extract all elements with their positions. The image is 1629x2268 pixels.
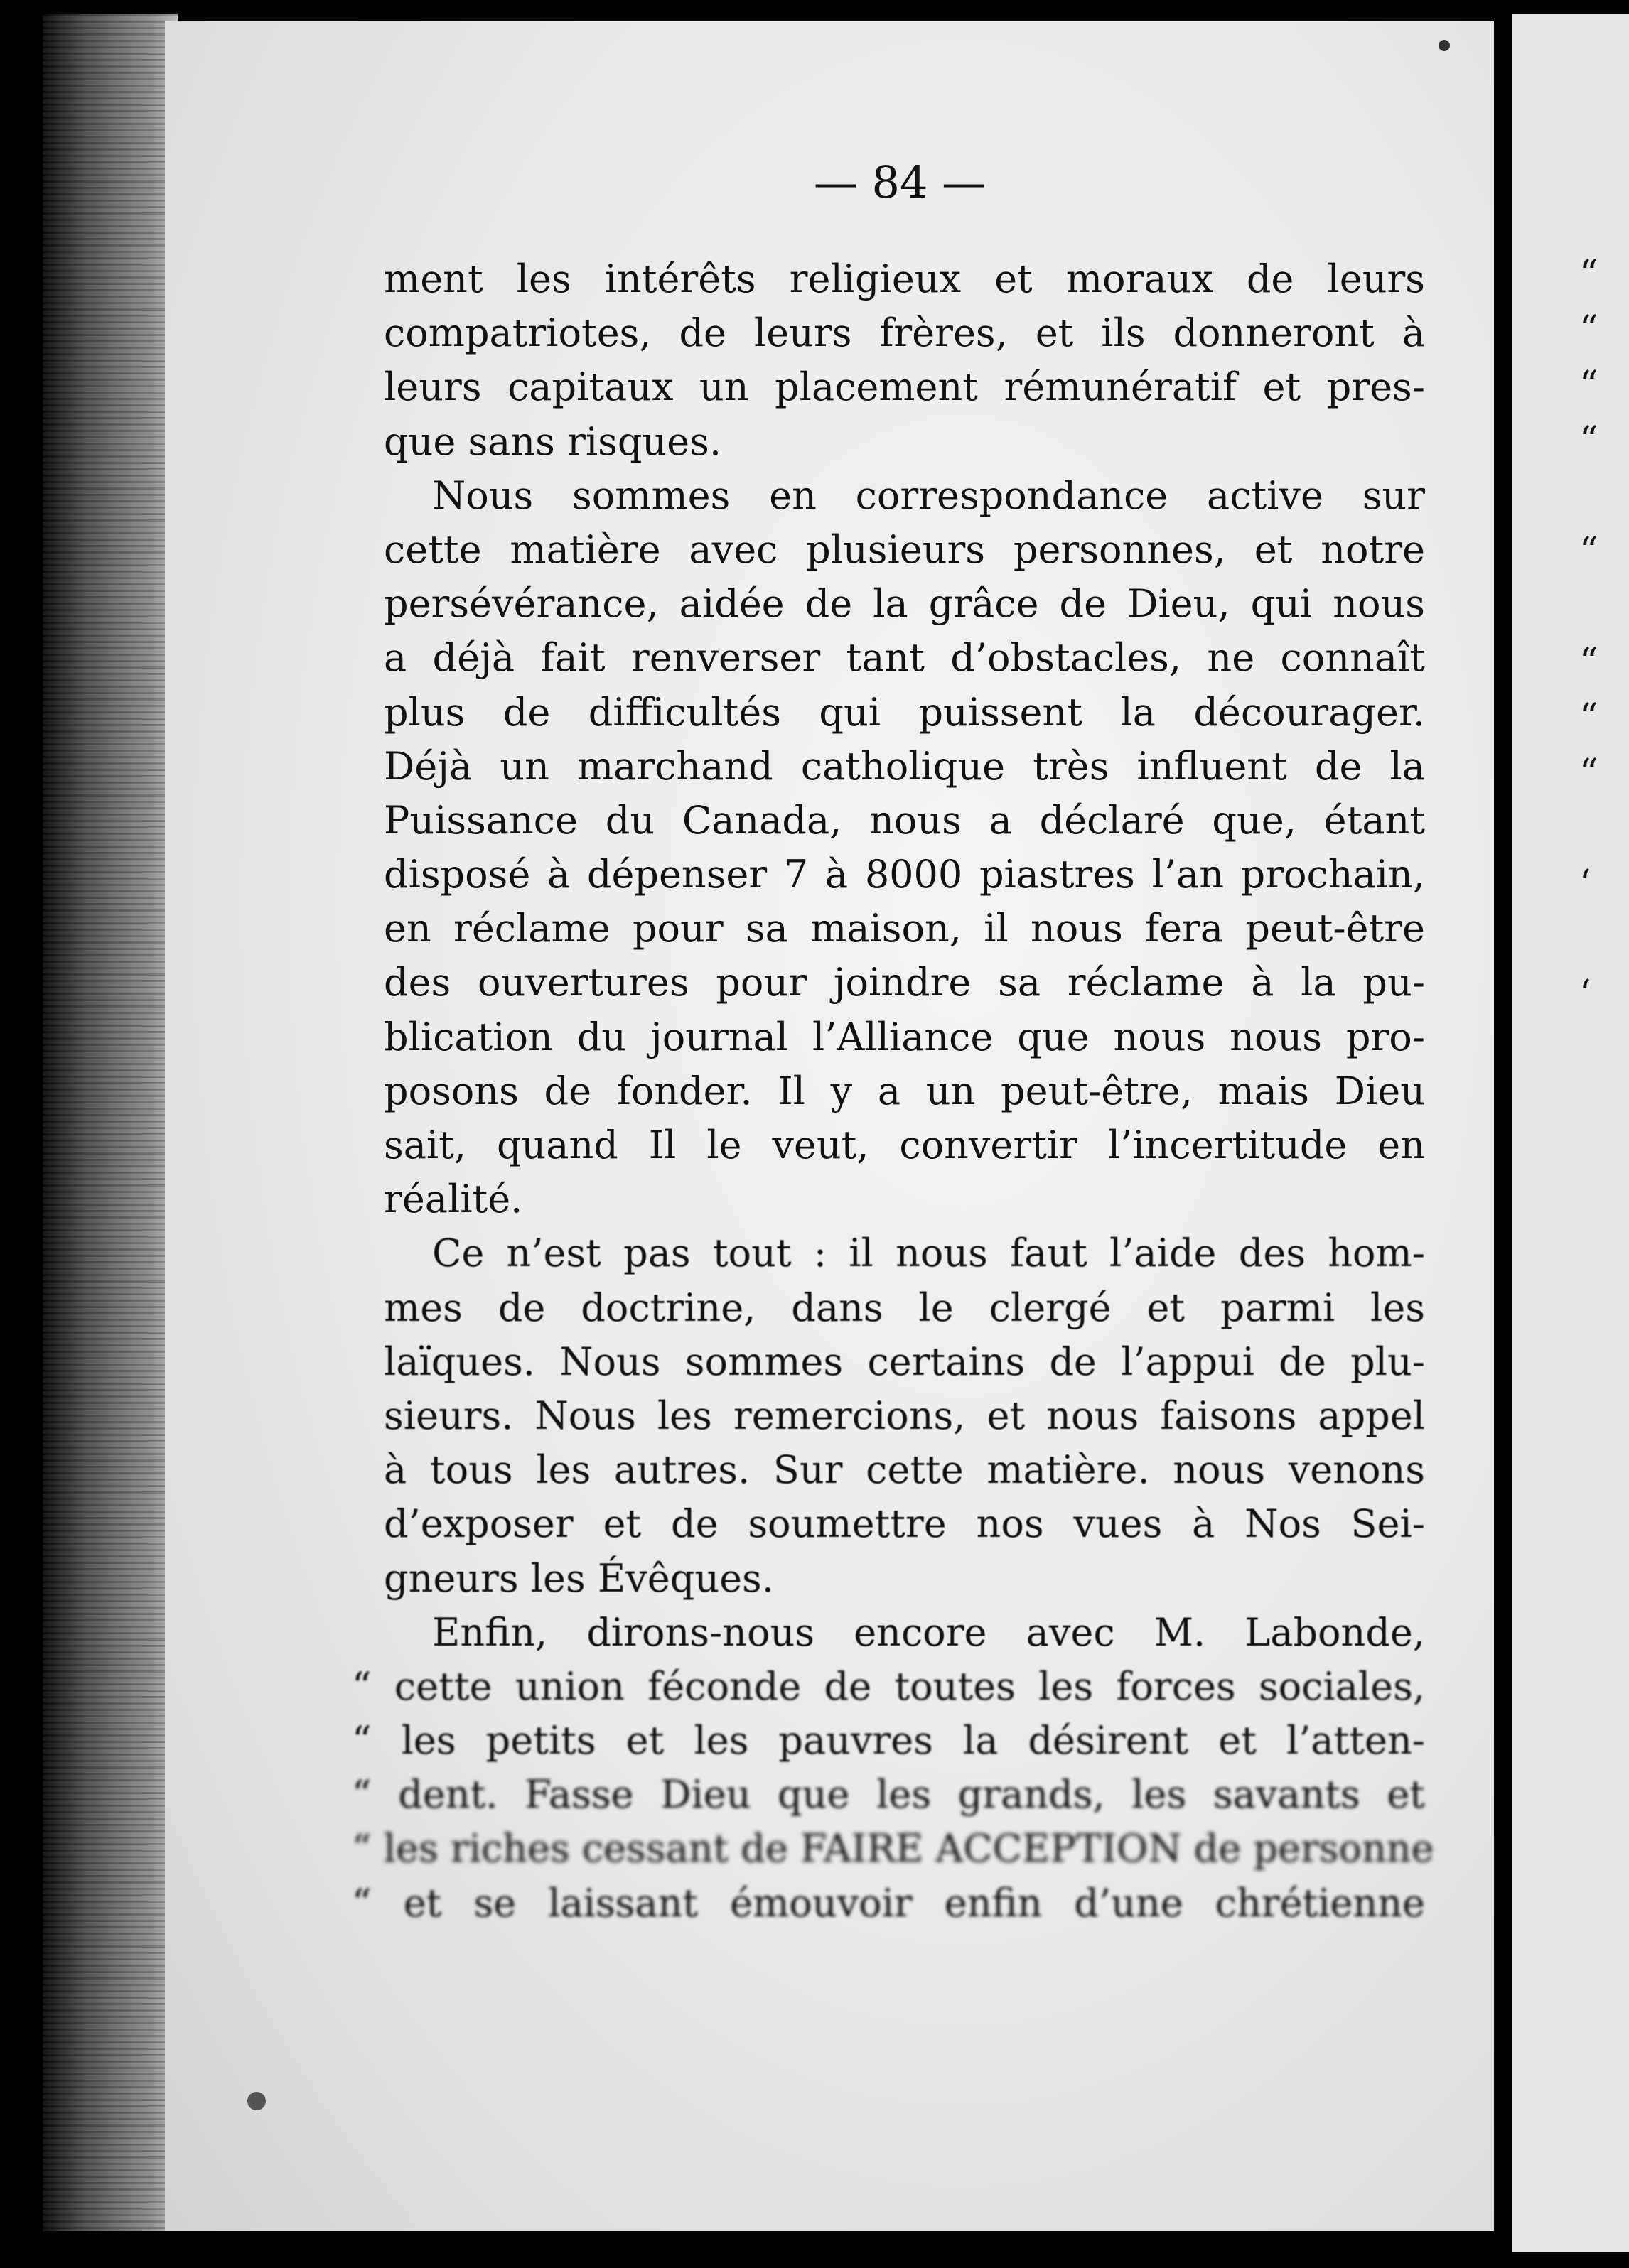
text-line: blication du journal l’Alliance que nous nous pro-: [384, 1014, 1425, 1059]
text-line: sieurs. Nous les remercions, et nous faisons appel: [384, 1393, 1425, 1438]
facing-page-mark: “: [1579, 308, 1598, 351]
text-line: Enfin, dirons-nous encore avec M. Labonde,: [432, 1609, 1425, 1655]
text-line: Déjà un marchand catholique très influent de la: [384, 743, 1425, 789]
text-line: cette matière avec plusieurs personnes, et notre: [384, 526, 1425, 572]
text-line: des ouvertures pour joindre sa réclame à la pu-: [384, 960, 1425, 1005]
text-line: sait, quand Il le veut, convertir l’incertitude en: [384, 1123, 1425, 1167]
text-line: Ce n’est pas tout : il nous faut l’aide des hom-: [432, 1231, 1425, 1276]
facing-page-mark: “: [1579, 752, 1598, 794]
paper-speck: [1439, 40, 1450, 51]
facing-page-mark: “: [1579, 419, 1598, 462]
text-line: disposé à dépenser 7 à 8000 piastres l’an prochain,: [384, 852, 1425, 897]
text-line: en réclame pour sa maison, il nous fera peut-être: [384, 906, 1425, 951]
text-line: ment les intérêts religieux et moraux de leurs: [384, 256, 1425, 301]
facing-page-mark: “: [1579, 696, 1598, 739]
text-line: a déjà fait renverser tant d’obstacles, ne connaît: [384, 635, 1425, 681]
text-line: laïques. Nous sommes certains de l’appui de plu-: [384, 1339, 1425, 1384]
text-line: “ les riches cessant de FAIRE ACCEPTION de personne: [352, 1826, 1434, 1872]
body-text: [352, 252, 1434, 1930]
text-line: compatriotes, de leurs frères, et ils donneront à: [384, 310, 1425, 356]
text-line: persévérance, aidée de la grâce de Dieu, qui nous: [384, 581, 1425, 627]
text-line: Puissance du Canada, nous a déclaré que, étant: [384, 797, 1425, 843]
text-line: posons de fonder. Il y a un peut-être, mais Dieu: [384, 1068, 1425, 1113]
text-line: à tous les autres. Sur cette matière. nous venons: [384, 1447, 1425, 1493]
text-line: d’exposer et de soumettre nos vues à Nos Sei-: [384, 1501, 1425, 1547]
facing-page-mark: “: [1579, 364, 1598, 406]
book-edge: [43, 14, 178, 2231]
facing-page-mark: “: [1579, 530, 1598, 573]
facing-page-edge: [1512, 14, 1629, 2252]
text-line: leurs capitaux un placement rémunératif et pres-: [384, 364, 1425, 410]
text-line: “ et se laissant émouvoir enfin d’une chrétienne: [352, 1880, 1425, 1926]
facing-page-mark: “: [1579, 253, 1598, 296]
text-line: “ cette union féconde de toutes les forces sociales,: [352, 1663, 1425, 1709]
text-line: que sans risques.: [384, 418, 722, 464]
paper-speck: [247, 2092, 266, 2110]
facing-page-mark: ‘: [1579, 973, 1591, 1015]
facing-page-mark: “: [1579, 641, 1598, 684]
text-line: Nous sommes en correspondance active sur: [432, 472, 1425, 518]
text-line: mes de doctrine, dans le clergé et parmi les: [384, 1285, 1425, 1330]
text-line: “ dent. Fasse Dieu que les grands, les savants et: [352, 1772, 1425, 1818]
facing-page-mark: ‘: [1579, 863, 1591, 905]
text-line: plus de difficultés qui puissent la décourager.: [384, 689, 1425, 735]
text-line: gneurs les Évêques.: [384, 1555, 774, 1601]
text-line: “ les petits et les pauvres la désirent et l’atten-: [352, 1718, 1425, 1764]
page-number: — 84 —: [813, 156, 986, 208]
text-line: réalité.: [384, 1177, 523, 1222]
